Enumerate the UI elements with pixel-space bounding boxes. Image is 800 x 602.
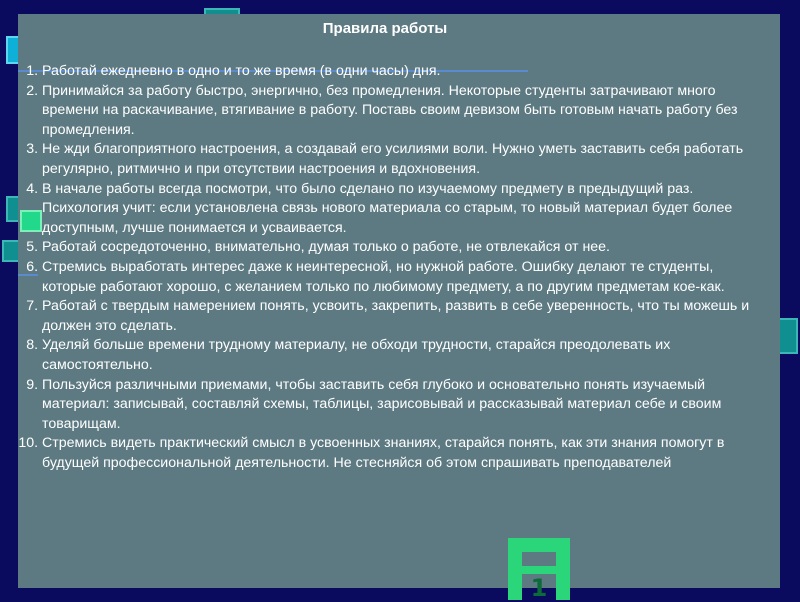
page-title: Правила работы [322,20,448,37]
list-item: 5. Работай сосредоточенно, внимательно, думая только о работе, не отвлекайся от нее. [42,238,770,258]
list-item: 10. Стремись видеть практический смысл в усвоенных знаниях, старайся понять, как эти знания помогут в будущей профессиональной деятельности. Не стесняйся об этом спрашивать преподавателей [42,434,770,473]
list-item: 3. Не жди благоприятного настроения, а создавай его усилиями воли. Нужно уметь заставить себя работать регулярно, ритмично и при отсутствии настроения и вдохновения. [42,140,770,179]
list-item: 1. Работай ежедневно в одно и то же время (в одни часы) дня. [42,62,770,82]
list-item: 2. Принимайся за работу быстро, энергично, без промедления. Некоторые студенты затрачивают много времени на раскачивание, втягивание в работу. Поставь своим девизом быть готовым начать работу без промедления. [42,82,770,141]
list-item: 4. В начале работы всегда посмотри, что было сделано по изучаемому предмету в предыдущий раз. Психология учит: если установлена связь нового материала со старым, то новый материал будет более доступным, лучше понимается и усваивается. [42,180,770,239]
list-item: 9. Пользуйся различными приемами, чтобы заставить себя глубоко и основательно понять изучаемый материал: записывай, составляй схемы, таблицы, зарисовывай и рассказывай материал себе и своим товарищам. [42,376,770,435]
rules-list [0,62,770,473]
logo [506,538,572,600]
list-item: 6. Стремись выработать интерес даже к неинтересной, но нужной работе. Ошибку делают те студенты, которые работают хорошо, с желанием только по любимому предмету, а по другим предметам кое-как. [42,258,770,297]
list-item: 8. Уделяй больше времени трудному материалу, не обходи трудности, старайся преодолевать их самостоятельно. [42,336,770,375]
logo-number: 1 [530,574,548,602]
list-item: 7. Работай с твердым намерением понять, усвоить, закрепить, развить в себе уверенность, что ты можешь и должен это сделать. [42,297,770,336]
